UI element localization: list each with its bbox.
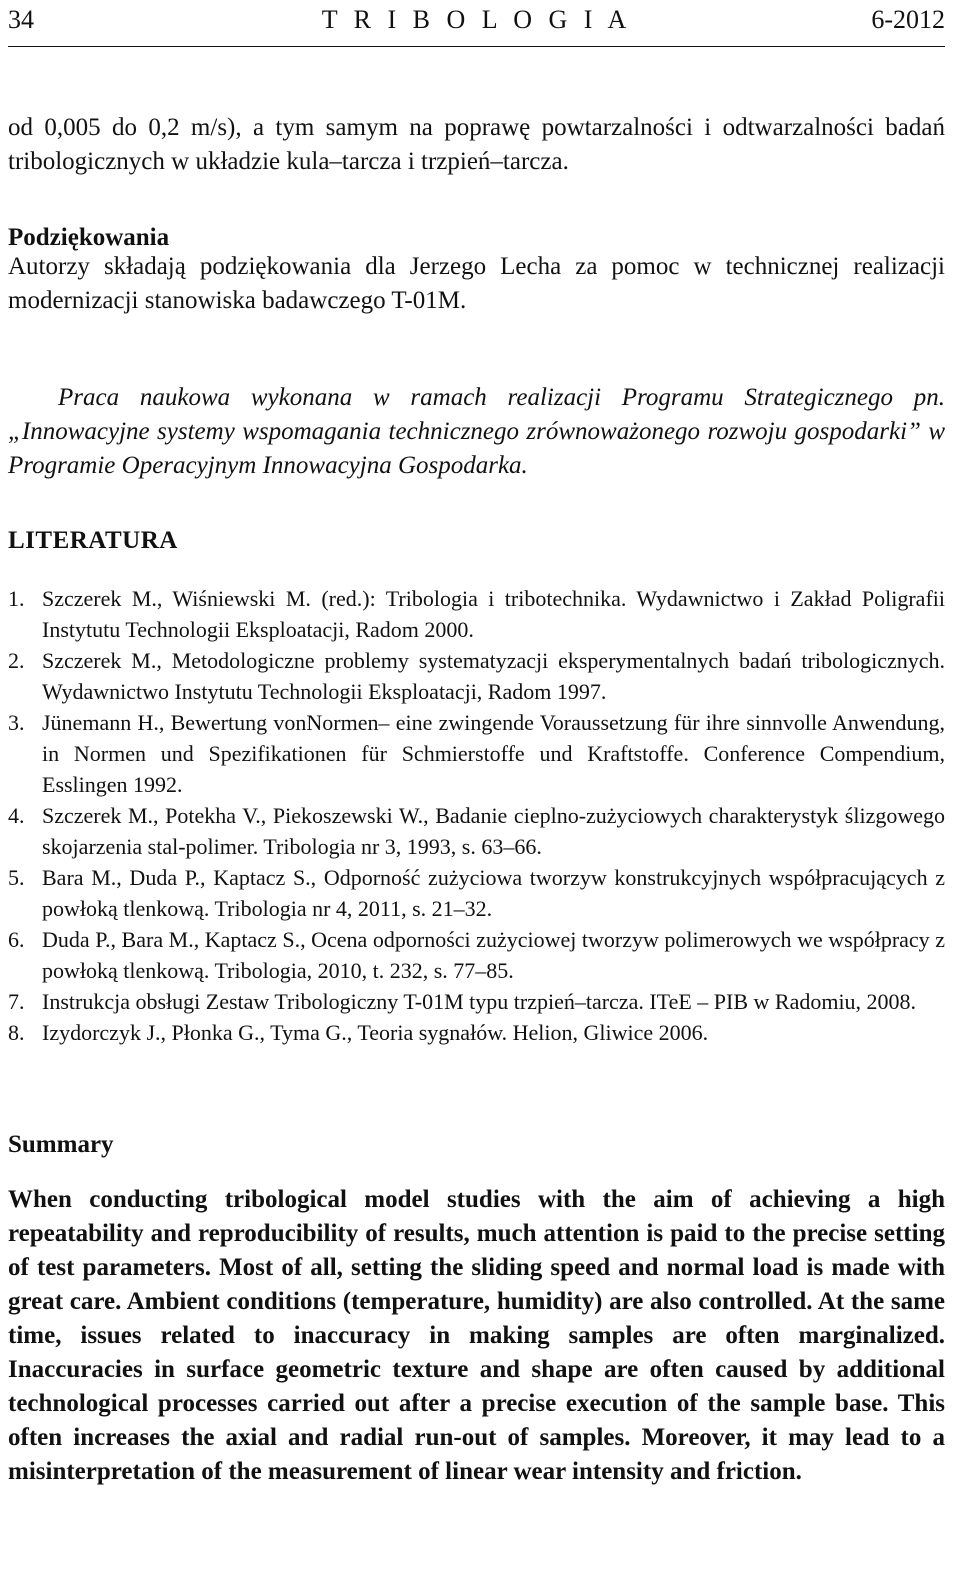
acknowledgements-title: Podziękowania: [8, 224, 170, 251]
reference-item: [8, 862, 945, 924]
reference-item: [8, 707, 945, 800]
journal-title: T R I B O L O G I A: [321, 5, 632, 34]
reference-text: Bara M., Duda P., Kaptacz S., Odporność zużyciowa tworzyw konstrukcyjnych współpracujących z powłoką tlenkową. Tribologia nr 4, 2011, s. 21–32.: [42, 865, 945, 921]
reference-text: Szczerek M., Wiśniewski M. (red.): Tribologia i tribotechnika. Wydawnictwo i Zakład Poligrafii Instytutu Technologii Eksploatacji, Radom 2000.: [42, 586, 945, 642]
issue-number: 6-2012: [871, 5, 945, 34]
literature-title: LITERATURA: [8, 527, 178, 554]
header-rule: [8, 46, 945, 47]
reference-item: [8, 583, 945, 645]
document-page: [8, 0, 945, 1485]
reference-item: [8, 924, 945, 986]
reference-text: Izydorczyk J., Płonka G., Tyma G., Teoria sygnałów. Helion, Gliwice 2006.: [42, 1020, 709, 1045]
reference-number: 4.: [8, 803, 25, 828]
reference-item: [8, 1017, 945, 1048]
reference-item: [8, 986, 945, 1017]
reference-number: 6.: [8, 927, 25, 952]
intro-continuation: od 0,005 do 0,2 m/s), a tym samym na poprawę powtarzalności i odtwarzalności badań tribologicznych w układzie kula–tarcza i trzpień–tarcza.: [8, 114, 945, 175]
reference-text: Instrukcja obsługi Zestaw Tribologiczny T-01M typu trzpień–tarcza. ITeE – PIB w Radomiu, 2008.: [42, 989, 917, 1014]
reference-number: 2.: [8, 648, 25, 673]
running-header: [8, 0, 945, 40]
reference-item: [8, 800, 945, 862]
reference-number: 1.: [8, 586, 25, 611]
reference-text: Szczerek M., Potekha V., Piekoszewski W., Badanie cieplno-zużyciowych charakterystyk ślizgowego skojarzenia stal-polimer. Tribologia nr 3, 1993, s. 63–66.: [42, 803, 945, 859]
reference-list: [8, 583, 945, 1048]
funding-note: Praca naukowa wykonana w ramach realizacji Programu Strategicznego pn. „Innowacyjne systemy wspomagania technicznego zrównoważonego rozwoju gospodarki” w Programie Operacyjnym Innowacyjna Gospodarka.: [8, 384, 945, 479]
reference-text: Jünemann H., Bewertung vonNormen– eine zwingende Voraussetzung für ihre sinnvolle Anwendung, in Normen und Spezifikationen für Schmierstoffe und Kraftstoffe. Conference Compendium, Esslingen 1992.: [42, 710, 945, 797]
reference-text: Duda P., Bara M., Kaptacz S., Ocena odporności zużyciowej tworzyw polimerowych we współpracy z powłoką tlenkową. Tribologia, 2010, t. 232, s. 77–85.: [42, 927, 945, 983]
reference-number: 5.: [8, 865, 25, 890]
reference-text: Szczerek M., Metodologiczne problemy systematyzacji eksperymentalnych badań tribologicznych. Wydawnictwo Instytutu Technologii Eksploatacji, Radom 1997.: [42, 648, 945, 704]
acknowledgements-text: Autorzy składają podziękowania dla Jerzego Lecha za pomoc w technicznej realizacji modernizacji stanowiska badawczego T-01M.: [8, 253, 945, 314]
summary-title: Summary: [8, 1131, 114, 1158]
reference-number: 7.: [8, 989, 25, 1014]
reference-item: [8, 645, 945, 707]
summary-text: When conducting tribological model studies with the aim of achieving a high repeatability and reproducibility of results, much attention is paid to the precise setting of test parameters. Most of all, setting the sliding speed and normal load is made with great care. Ambient conditions (temperature, humidity) are also controlled. At the same time, issues related to inaccuracy in making samples are often marginalized. Inaccuracies in surface geometric texture and shape are often caused by additional technological processes carried out after a precise execution of the sample base. This often increases the axial and radial run-out of samples. Moreover, it may lead to a misinterpretation of the measurement of linear wear intensity and friction.: [8, 1186, 945, 1485]
reference-number: 3.: [8, 710, 25, 735]
reference-number: 8.: [8, 1020, 25, 1045]
page-number: 34: [8, 5, 34, 34]
